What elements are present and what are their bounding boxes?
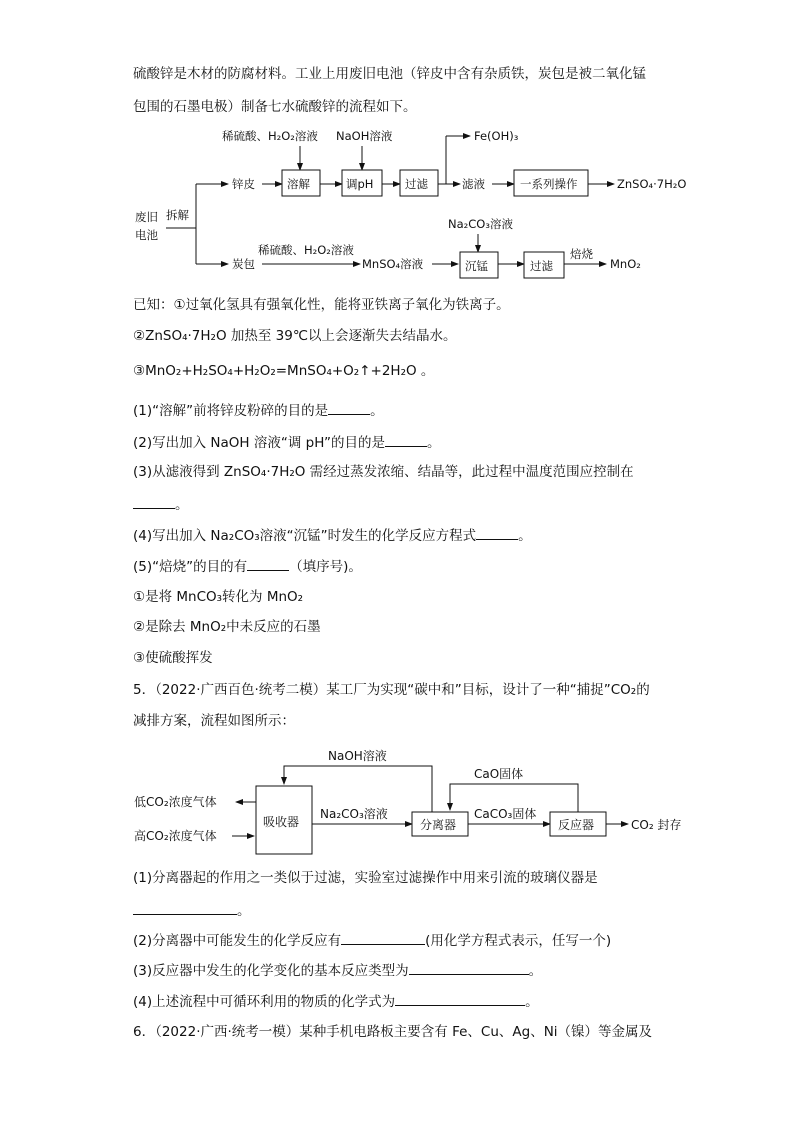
answer-blank[interactable] [133, 900, 237, 915]
q4-2: (2)写出加入 NaOH 溶液“调 pH”的目的是 。 [133, 432, 440, 453]
co2-storage-label: CO₂ 封存 [631, 818, 682, 832]
na2co3-label: Na₂CO₃溶液 [448, 217, 513, 231]
na2co3-flow-label: Na₂CO₃溶液 [320, 807, 388, 821]
mnso4-label: MnSO₄溶液 [362, 257, 424, 271]
ph-label: 调pH [346, 177, 374, 191]
reagent2-label: 稀硫酸、H₂O₂溶液 [258, 243, 354, 257]
reagent1-label: 稀硫酸、H₂O₂溶液 [222, 129, 318, 143]
carbon-pack-label: 炭包 [232, 257, 255, 271]
q4-1: (1)“溶解”前将锌皮粉碎的目的是 。 [133, 400, 384, 421]
q5-4: (4)上述流程中可循环利用的物质的化学式为 。 [133, 991, 539, 1012]
problem6-line-1: 6．（2022·广西·统考一模）某种手机电路板主要含有 Fe、Cu、Ag、Ni（镍）等金属及 [133, 1024, 653, 1040]
problem5-line-2: 减排方案，流程如图所示： [133, 713, 295, 729]
option-3: ③使硫酸挥发 [133, 650, 213, 666]
separator-label: 分离器 [420, 818, 457, 832]
known-2: ②ZnSO₄·7H₂O 加热至 39℃以上会逐渐失去结晶水。 [133, 328, 457, 344]
problem5-line-1: 5．（2022·广西百色·统考二模）某工厂为实现“碳中和”目标，设计了一种“捕捉”CO₂的 [133, 682, 650, 698]
q5-3: (3)反应器中发生的化学变化的基本反应类型为 。 [133, 960, 542, 981]
cao-label: CaO固体 [474, 767, 524, 781]
caco3-label: CaCO₃固体 [474, 807, 537, 821]
q4-3-blank: 。 [133, 494, 189, 515]
answer-blank[interactable] [247, 556, 289, 571]
naoh-label: NaOH溶液 [336, 129, 393, 143]
absorber-label: 吸收器 [263, 815, 300, 829]
high-co2-label: 高CO₂浓度气体 [134, 829, 217, 843]
source-label-1: 废旧 [135, 210, 158, 224]
answer-blank[interactable] [341, 930, 425, 945]
naoh-recycle-label: NaOH溶液 [328, 749, 387, 763]
filter2-label: 过滤 [530, 259, 553, 273]
reactor-label: 反应器 [558, 818, 595, 832]
roast-label: 焙烧 [570, 247, 593, 261]
q4-3: (3)从滤液得到 ZnSO₄·7H₂O 需经过蒸发浓缩、结晶等，此过程中温度范围应控制在 [133, 464, 634, 480]
known-3: ③MnO₂+H₂SO₄+H₂O₂=MnSO₄+O₂↑+2H₂O 。 [133, 363, 435, 379]
feoh3-label: Fe(OH)₃ [474, 129, 519, 143]
intro-line-2: 包围的石墨电极）制备七水硫酸锌的流程如下。 [133, 99, 417, 115]
answer-blank[interactable] [133, 494, 175, 509]
option-2: ②是除去 MnO₂中未反应的石墨 [133, 619, 321, 635]
q5-1: (1)分离器起的作用之一类似于过滤，实验室过滤操作中用来引流的玻璃仪器是 [133, 870, 598, 886]
answer-blank[interactable] [328, 400, 370, 415]
q5-1-blank: 。 [133, 900, 251, 921]
precip-label: 沉锰 [465, 259, 488, 273]
dismantle-label: 拆解 [166, 208, 189, 222]
dissolve-label: 溶解 [287, 177, 310, 191]
series-label: 一系列操作 [520, 177, 578, 191]
known-1: 已知：①过氧化氢具有强氧化性，能将亚铁离子氧化为铁离子。 [133, 297, 510, 313]
zinc-skin-label: 锌皮 [232, 177, 255, 191]
answer-blank[interactable] [395, 991, 525, 1006]
answer-blank[interactable] [385, 432, 427, 447]
q4-4: (4)写出加入 Na₂CO₃溶液“沉锰”时发生的化学反应方程式 。 [133, 525, 532, 546]
filter-label: 过滤 [405, 177, 428, 191]
zinc-flow-diagram [0, 118, 794, 288]
answer-blank[interactable] [476, 525, 518, 540]
q5-2: (2)分离器中可能发生的化学反应有 (用化学方程式表示，任写一个) [133, 930, 611, 951]
intro-line-1: 硫酸锌是木材的防腐材料。工业上用废旧电池（锌皮中含有杂质铁，炭包是被二氧化锰 [133, 66, 646, 82]
filtrate-label: 滤液 [462, 177, 485, 191]
answer-blank[interactable] [409, 960, 529, 975]
znso4-product: ZnSO₄·7H₂O [617, 177, 687, 191]
low-co2-label: 低CO₂浓度气体 [134, 795, 217, 809]
mno2-product: MnO₂ [610, 257, 641, 271]
source-label-2: 电池 [135, 228, 158, 242]
co2-capture-diagram [0, 740, 794, 860]
q4-5: (5)“焙烧”的目的有 （填序号)。 [133, 556, 362, 577]
option-1: ①是将 MnCO₃转化为 MnO₂ [133, 589, 304, 605]
